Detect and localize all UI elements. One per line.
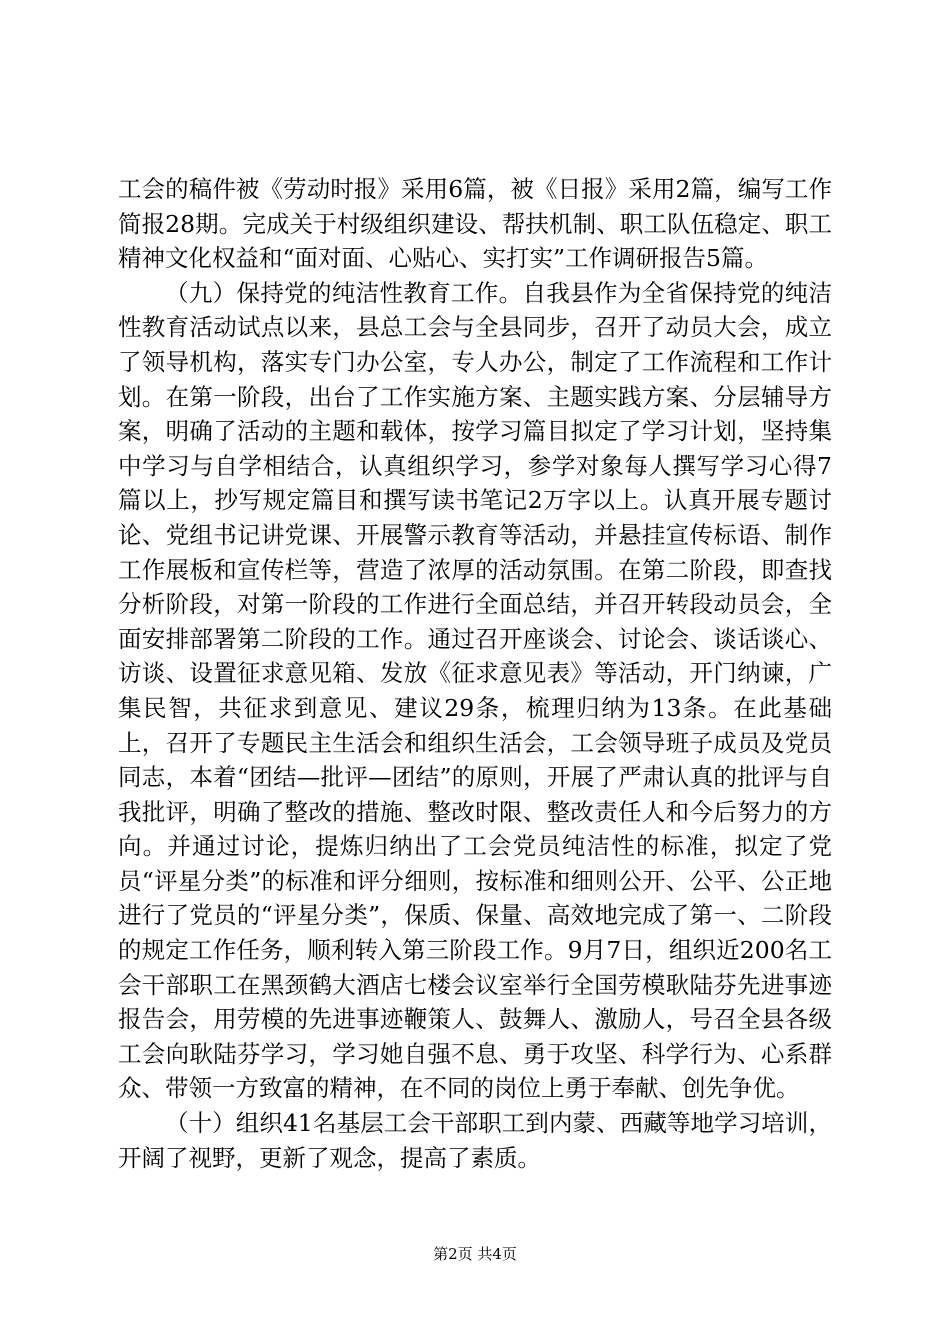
paragraph-continuation: 工会的稿件被《劳动时报》采用6篇，被《日报》采用2篇，编写工作简报28期。完成关于村级组织建设、帮扶机制、职工队伍稳定、职工精神文化权益和“面对面、心贴心、实打实”工作调研报告5篇。 [118, 175, 832, 273]
paragraph-section-10: （十）组织41名基层工会干部职工到内蒙、西藏等地学习培训，开阔了视野，更新了观念，提高了素质。 [118, 1109, 832, 1172]
document-body [118, 172, 832, 1175]
paragraph-section-9: （九）保持党的纯洁性教育工作。自我县作为全省保持党的纯洁性教育活动试点以来，县总工会与全县同步，召开了动员大会，成立了领导机构，落实专门办公室，专人办公，制定了工作流程和工作计划。在第一阶段，出台了工作实施方案、主题实践方案、分层辅导方案，明确了活动的主题和载体，按学习篇目拟定了学习计划，坚持集中学习与自学相结合，认真组织学习，参学对象每人撰写学习心得7篇以上，抄写规定篇目和撰写读书笔记2万字以上。认真开展专题讨论、党组书记讲党课、开展警示教育等活动，并悬挂宣传标语、制作工作展板和宣传栏等，营造了浓厚的活动氛围。在第二阶段，即查找分析阶段，对第一阶段的工作进行全面总结，并召开转段动员会，全面安排部署第二阶段的工作。通过召开座谈会、讨论会、谈话谈心、访谈、设置征求意见箱、发放《征求意见表》等活动，开门纳谏，广集民智，共征求到意见、建议29条，梳理归纳为13条。在此基础上，召开了专题民主生活会和组织生活会，工会领导班子成员及党员同志，本着“团结—批评—团结”的原则，开展了严肃认真的批评与自我批评，明确了整改的措施、整改时限、整改责任人和今后努力的方向。并通过讨论，提炼归纳出了工会党员纯洁性的标准，拟定了党员“评星分类”的标准和评分细则，按标准和细则公开、公平、公正地进行了党员的“评星分类”，保质、保量、高效地完成了第一、二阶段的规定工作任务，顺利转入第三阶段工作。9月7日，组织近200名工会干部职工在黑颈鹤大酒店七楼会议室举行全国劳模耿陆芬先进事迹报告会，用劳模的先进事迹鞭策人、鼓舞人、激励人，号召全县各级工会向耿陆芬学习，学习她自强不息、勇于攻坚、科学行为、心系群众、带领一方致富的精神，在不同的岗位上勇于奉献、创先争优。 [118, 278, 832, 1103]
page-footer: 第2页 共4页 [433, 1245, 517, 1263]
